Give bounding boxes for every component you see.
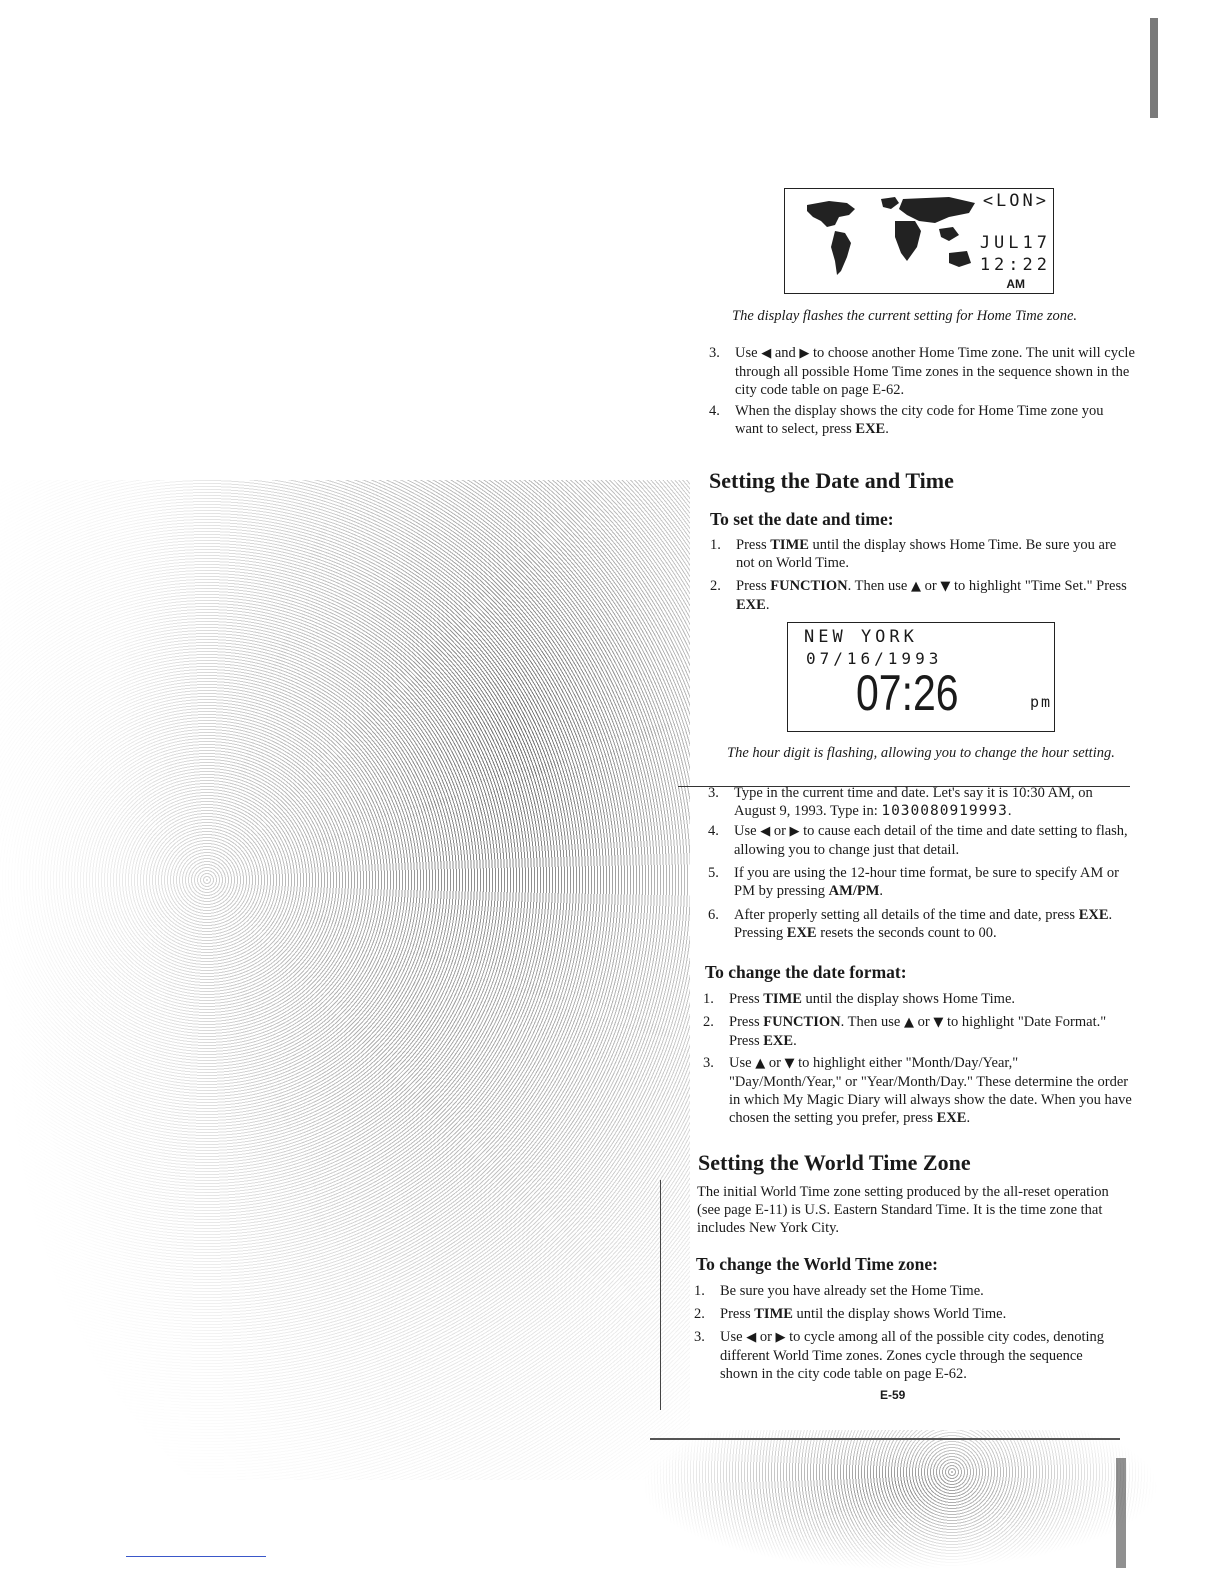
key-name: EXE [936, 1110, 967, 1126]
down-arrow-icon: ▼ [933, 1015, 944, 1030]
step-number: 4. [708, 823, 719, 839]
step-number: 2. [710, 578, 721, 594]
lcd-time: 12:22 [979, 255, 1051, 275]
page-number: E-59 [880, 1388, 906, 1402]
lcd-date: JUL17 [979, 233, 1051, 253]
lcd-ampm: pm [1029, 693, 1052, 711]
key-name: FUNCTION [770, 578, 848, 594]
up-arrow-icon: ▲ [903, 1015, 914, 1030]
step-text: Be sure you have already set the Home Time. [720, 1283, 984, 1299]
step-text: Use ◀ or ▶ to cycle among all of the possible city codes, denoting different World Time zones. Zones cycle through the sequence shown in the city code table on page E-62. [720, 1329, 1105, 1382]
section-title: Setting the World Time Zone [698, 1150, 971, 1175]
step-text: Press TIME until the display shows World Time. [720, 1306, 1007, 1322]
stray-underline [126, 1556, 266, 1557]
scan-noise-bottom [640, 1430, 1160, 1570]
step-text: Press FUNCTION. Then use ▲ or ▼ to highlight "Time Set." Press EXE. [736, 578, 1127, 613]
up-arrow-icon: ▲ [755, 1056, 766, 1071]
step-number: 2. [694, 1306, 705, 1322]
step-text: Press TIME until the display shows Home Time. Be sure you are not on World Time. [736, 537, 1117, 571]
right-arrow-icon: ▶ [789, 824, 800, 839]
step-number: 3. [694, 1329, 705, 1345]
bottom-rule [650, 1438, 1120, 1440]
key-name: EXE [763, 1033, 794, 1049]
entry-digits: 1030080919993 [881, 803, 1008, 819]
right-arrow-icon: ▶ [775, 1330, 786, 1345]
up-arrow-icon: ▲ [910, 579, 921, 594]
step-text: Use ◀ and ▶ to choose another Home Time zone. The unit will cycle through all possible Home Time zones in the sequence shown in the city code table on page E-62. [735, 345, 1135, 398]
lcd-home-time-display [784, 188, 1054, 294]
section-subtitle: To set the date and time: [710, 509, 894, 529]
lcd-ampm: AM [1006, 277, 1025, 291]
caption-new-york: The hour digit is flashing, allowing you to change the hour setting. [727, 745, 1115, 761]
left-arrow-icon: ◀ [761, 346, 772, 361]
section-subtitle: To change the World Time zone: [696, 1254, 938, 1274]
section-title: Setting the Date and Time [709, 468, 954, 493]
caption-home-time: The display flashes the current setting for Home Time zone. [732, 308, 1078, 324]
step-text: Press TIME until the display shows Home Time. [729, 991, 1016, 1007]
page-edge-line [660, 1180, 661, 1410]
step-number: 3. [708, 785, 719, 801]
scan-noise-left [0, 480, 690, 1480]
step-number: 5. [708, 865, 719, 881]
step-text: Use ◀ or ▶ to cause each detail of the time and date setting to flash, allowing you to change just that detail. [734, 823, 1128, 858]
step-text: If you are using the 12-hour time format, be sure to specify AM or PM by pressing AM/PM. [734, 865, 1119, 899]
key-name: EXE [736, 597, 766, 613]
step-text: Press FUNCTION. Then use ▲ or ▼ to highlight "Date Format." Press EXE. [729, 1014, 1107, 1049]
step-number: 1. [694, 1283, 705, 1299]
key-name: TIME [770, 537, 809, 553]
key-name: EXE [786, 925, 817, 941]
step-text: Use ▲ or ▼ to highlight either "Month/Day/Year," "Day/Month/Year," or "Year/Month/Day." These determine the order in which My Magic Diary will always show the date. When you have chosen the setting you prefer, press EXE. [729, 1055, 1132, 1126]
lcd-time: 07:26 [856, 665, 959, 721]
scan-edge-mark-top [1150, 18, 1158, 118]
lcd-city-code: <LON> [982, 191, 1049, 211]
step-number: 4. [709, 403, 720, 419]
step-number: 1. [703, 991, 714, 1007]
down-arrow-icon: ▼ [940, 579, 951, 594]
step-text: Type in the current time and date. Let's say it is 10:30 AM, on August 9, 1993. Type in: 1030080919993. [734, 785, 1093, 819]
key-name: TIME [754, 1306, 793, 1322]
key-name: AM/PM [828, 883, 880, 899]
section-intro: The initial World Time zone setting produced by the all-reset operation (see page E-11) is U.S. Eastern Standard Time. It is the time zone that includes New York City. [697, 1184, 1109, 1236]
step-number: 1. [710, 537, 721, 553]
lcd-date: 07/16/1993 [806, 649, 943, 668]
world-map-icon [799, 191, 979, 291]
lcd-new-york-display [787, 622, 1055, 732]
lcd-city-name: NEW YORK [804, 627, 918, 647]
left-arrow-icon: ◀ [746, 1330, 757, 1345]
step-number: 2. [703, 1014, 714, 1030]
key-name: EXE [1078, 907, 1109, 923]
step-text: When the display shows the city code for Home Time zone you want to select, press EXE. [735, 403, 1104, 437]
step-text: After properly setting all details of the time and date, press EXE. Pressing EXE resets the seconds count to 00. [734, 907, 1113, 941]
key-name: TIME [763, 991, 802, 1007]
section-subtitle: To change the date format: [705, 962, 907, 982]
right-arrow-icon: ▶ [799, 346, 810, 361]
down-arrow-icon: ▼ [784, 1056, 795, 1071]
key-name: FUNCTION [763, 1014, 841, 1030]
step-number: 6. [708, 907, 719, 923]
step-number: 3. [703, 1055, 714, 1071]
scan-edge-mark-bottom [1116, 1458, 1126, 1568]
key-name: EXE [855, 421, 886, 437]
left-arrow-icon: ◀ [760, 824, 771, 839]
step-number: 3. [709, 345, 720, 361]
